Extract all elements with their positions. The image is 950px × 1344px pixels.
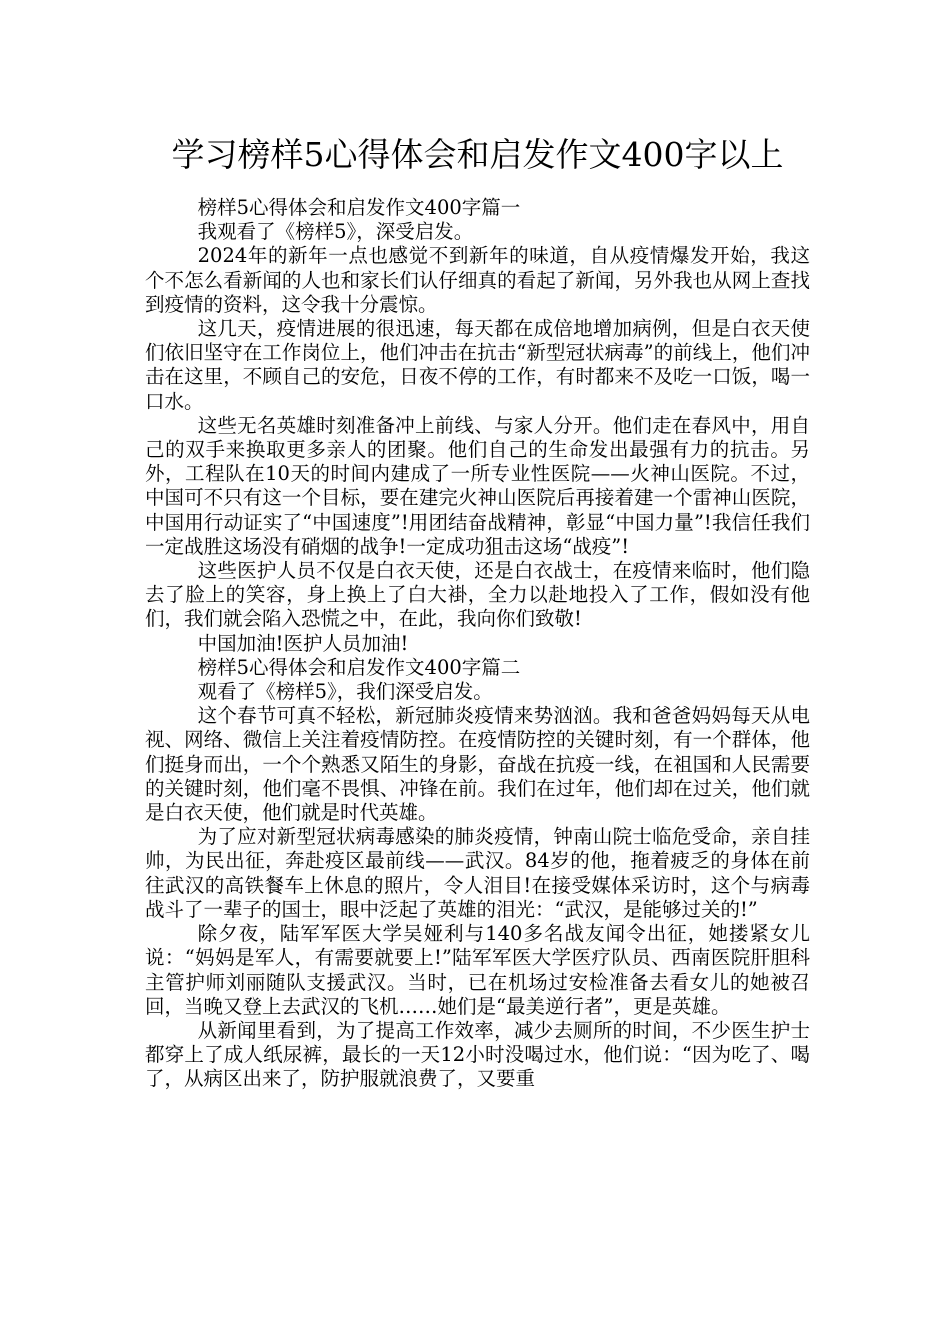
paragraph: 中国加油!医护人员加油! <box>197 631 409 655</box>
paragraph: 2024年的新年一点也感觉不到新年的味道，自从疫情爆发开始，我这个不怎么看新闻的人也和家长们认仔细真的看起了新闻，另外我也从网上查找到疫情的资料，这令我十分震惊。 <box>145 244 810 316</box>
paragraph: 这个春节可真不轻松，新冠肺炎疫情来势汹汹。我和爸爸妈妈每天从电视、网络、微信上关注着疫情防控。在疫情防控的关键时刻，有一个群体，他们挺身而出，一个个熟悉又陌生的身影，奋战在抗疫一线，在祖国和人民需要的关键时刻，他们毫不畏惧、冲锋在前。我们在过年，他们却在过关，他们就是白衣天使，他们就是时代英雄。 <box>145 704 810 825</box>
paragraph: 我观看了《榜样5》，深受启发。 <box>197 220 474 244</box>
paragraph: 这几天，疫情进展的很迅速，每天都在成倍地增加病例，但是白衣天使们依旧坚守在工作岗位上，他们冲击在抗击“新型冠状病毒”的前线上，他们冲击在这里，不顾自己的安危，日夜不停的工作，有时都来不及吃一口饭，喝一口水。 <box>145 317 810 413</box>
paragraph: 这些医护人员不仅是白衣天使，还是白衣战士，在疫情来临时，他们隐去了脸上的笑容，身上换上了白大褂，全力以赴地投入了工作，假如没有他们，我们就会陷入恐慌之中，在此，我向你们致敬! <box>145 559 810 631</box>
paragraph: 从新闻里看到，为了提高工作效率，减少去厕所的时间，不少医生护士都穿上了成人纸尿裤，最长的一天12小时没喝过水，他们说：“因为吃了、喝了，从病区出来了，防护服就浪费了，又要重 <box>145 1018 810 1091</box>
heading-section-2: 榜样5心得体会和启发作文400字篇二 <box>197 655 521 679</box>
paragraph: 为了应对新型冠状病毒感染的肺炎疫情，钟南山院士临危受命，亲自挂帅，为民出征，奔赴疫区最前线——武汉。84岁的他，拖着疲乏的身体在前往武汉的高铁餐车上休息的照片，令人泪目!在接受媒体采访时，这个与病毒战斗了一辈子的国士，眼中泛起了英雄的泪光：“武汉，是能够过关的!” <box>145 825 810 921</box>
paragraph: 观看了《榜样5》，我们深受启发。 <box>197 680 493 704</box>
document-title: 学习榜样5心得体会和启发作文400字以上 <box>171 135 784 174</box>
paragraph: 除夕夜，陆军军医大学吴娅利与140多名战友闻令出征，她搂紧女儿说：“妈妈是军人，有需要就要上!”陆军军医大学医疗队员、西南医院肝胆科主管护师刘丽随队支援武汉。当时，已在机场过安检准备去看女儿的她被召回，当晚又登上去武汉的飞机……她们是“最美逆行者”，更是英雄。 <box>145 922 810 1018</box>
paragraph: 这些无名英雄时刻准备冲上前线、与家人分开。他们走在春风中，用自己的双手来换取更多亲人的团聚。他们自己的生命发出最强有力的抗击。另外，工程队在10天的时间内建成了一所专业性医院——火神山医院。不过，中国可不只有这一个目标，要在建完火神山医院后再接着建一个雷神山医院，中国用行动证实了“中国速度”!用团结奋战精神，彰显“中国力量”!我信任我们一定战胜这场没有硝烟的战争!一定成功狙击这场“战疫”! <box>145 413 810 558</box>
document-page <box>145 0 810 1092</box>
document-body <box>145 196 810 1092</box>
heading-section-1: 榜样5心得体会和启发作文400字篇一 <box>197 196 521 219</box>
